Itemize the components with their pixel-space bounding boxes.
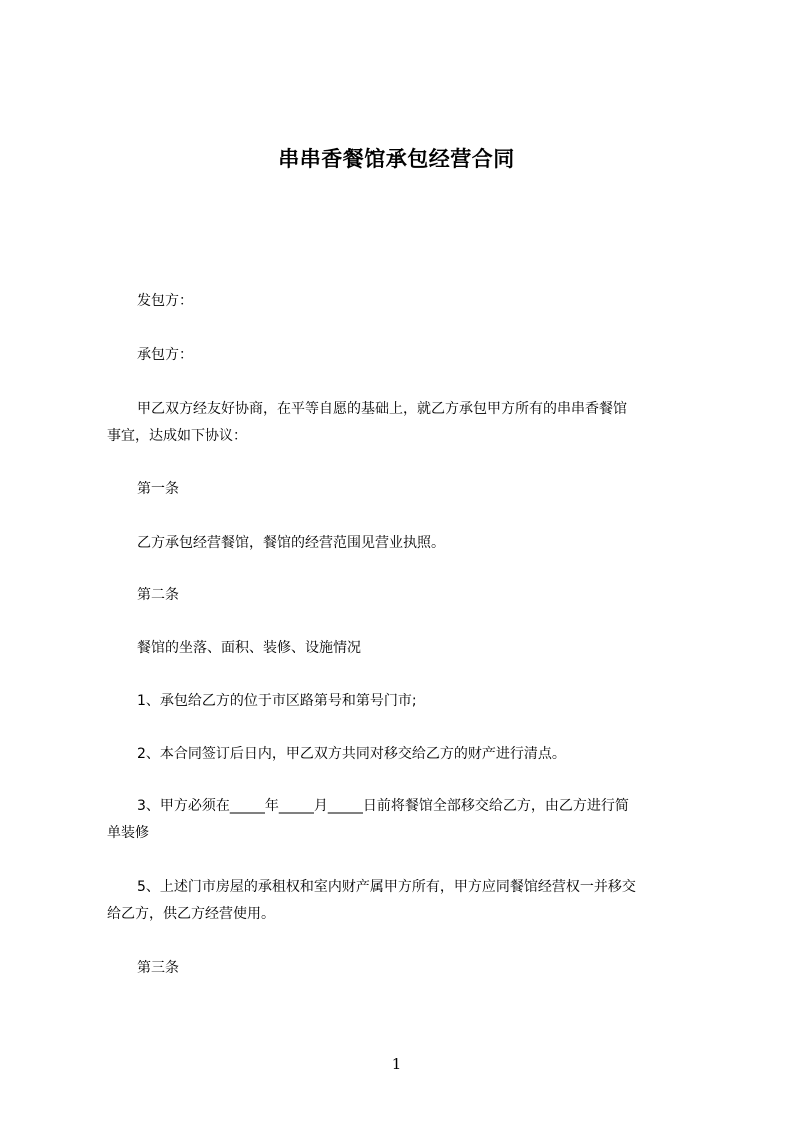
article-2-item-5 xyxy=(107,874,687,928)
article-2-heading: 第二条 xyxy=(137,587,179,603)
article-1-text: 乙方承包经营餐馆，餐馆的经营范围见营业执照。 xyxy=(137,535,445,551)
article-2-item-3 xyxy=(107,793,687,847)
article-2-subheading: 餐馆的坐落、面积、装修、设施情况 xyxy=(137,640,361,656)
preamble-line-2: 事宜，达成如下协议： xyxy=(107,428,247,444)
preamble-paragraph xyxy=(107,396,687,450)
party-b-label: 承包方： xyxy=(137,347,193,363)
preamble-line-1: 甲乙双方经友好协商，在平等自愿的基础上，就乙方承包甲方所有的串串香餐馆 xyxy=(137,401,627,417)
article-1-heading: 第一条 xyxy=(137,481,179,497)
item-5-line-2: 给乙方，供乙方经营使用。 xyxy=(107,906,275,922)
page-number: 1 xyxy=(391,1055,402,1073)
party-a-label: 发包方： xyxy=(137,293,193,309)
article-3-heading: 第三条 xyxy=(137,960,179,976)
article-2-item-2: 2、本合同签订后日内，甲乙双方共同对移交给乙方的财产进行清点。 xyxy=(137,746,566,762)
article-2-item-1: 1、承包给乙方的位于市区路第号和第号门市; xyxy=(137,693,417,709)
item-3-line-1: 3、甲方必须在_____年_____月_____日前将餐馆全部移交给乙方，由乙方进行简 xyxy=(137,798,629,814)
item-5-line-1: 5、上述门市房屋的承租权和室内财产属甲方所有，甲方应同餐馆经营权一并移交 xyxy=(137,879,636,895)
item-3-line-2: 单装修 xyxy=(107,825,149,841)
document-title: 串串香餐馆承包经营合同 xyxy=(278,147,515,171)
